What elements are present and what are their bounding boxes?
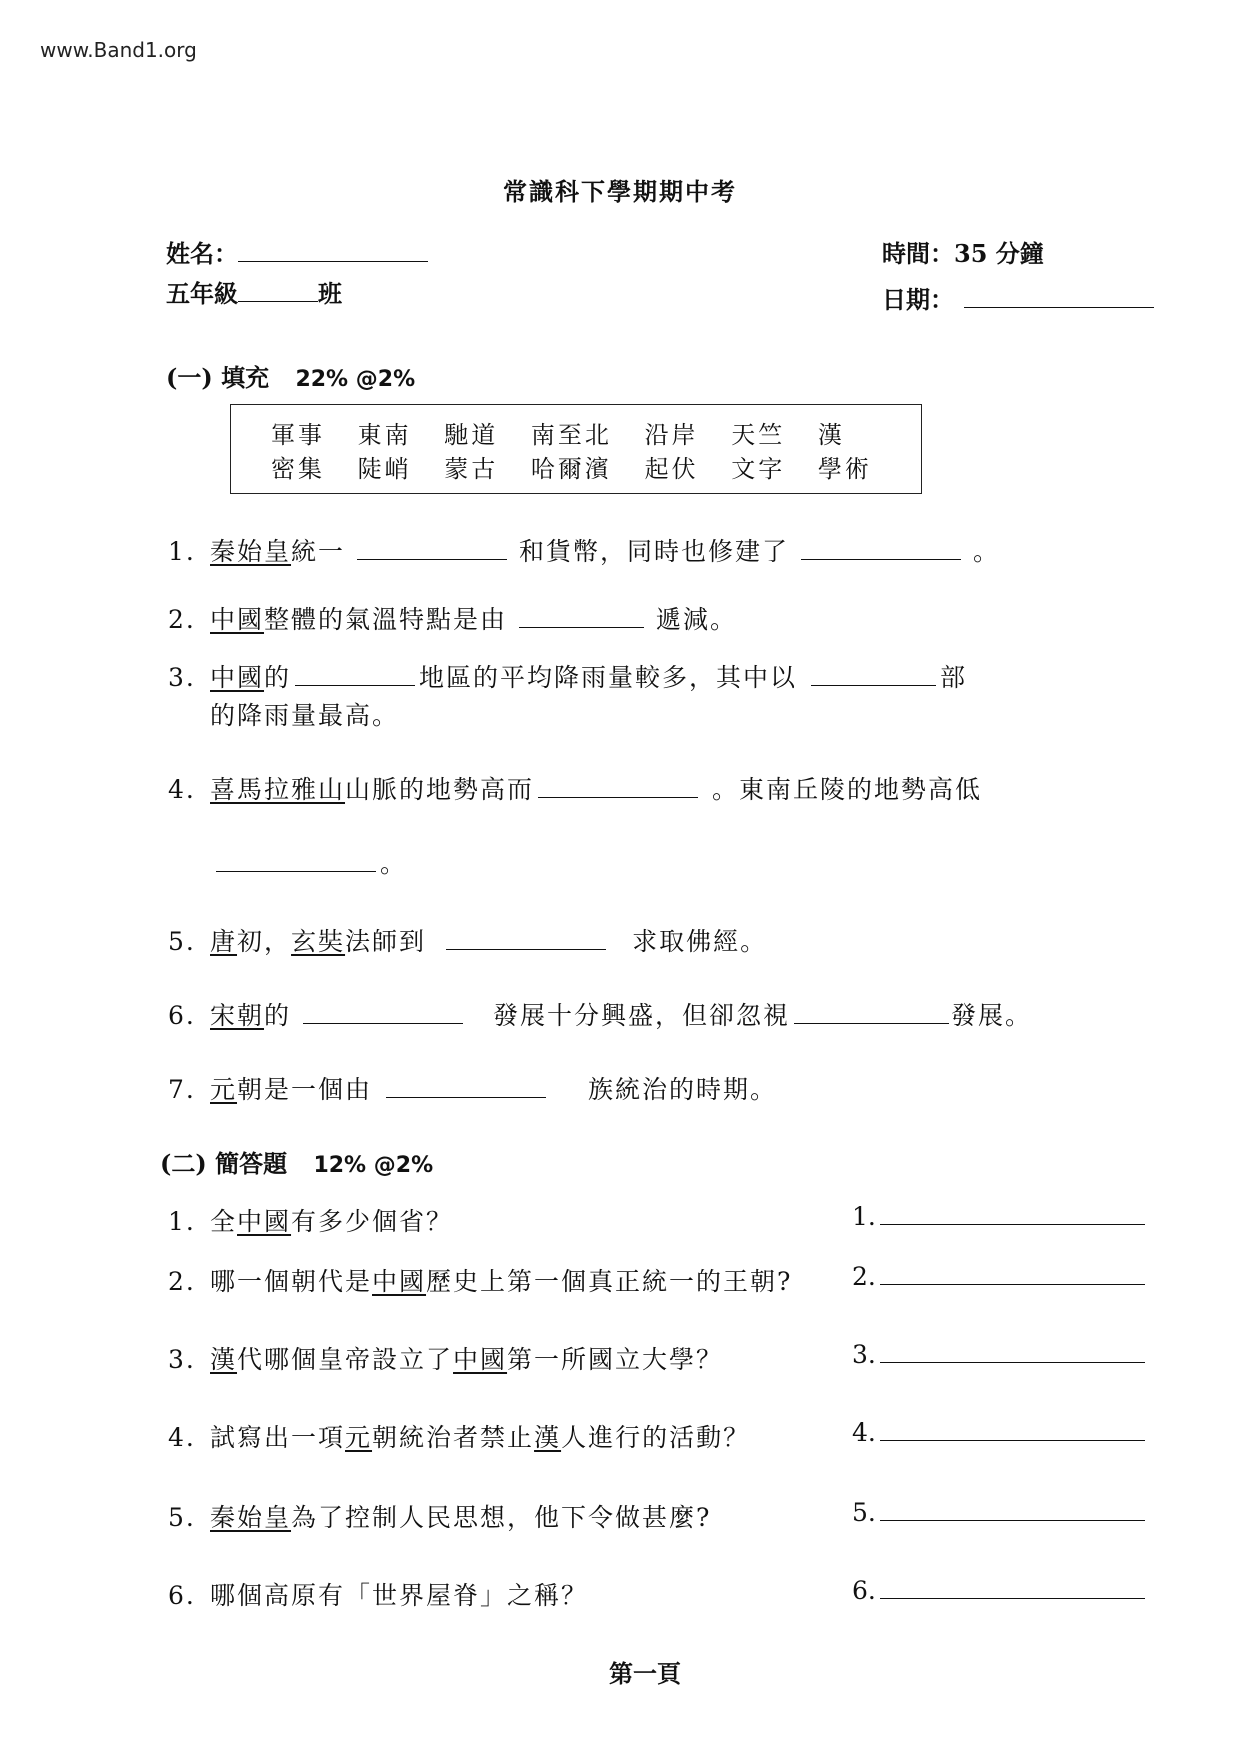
watermark-url: www.Band1.org (40, 38, 197, 62)
answer-blank[interactable] (794, 1022, 949, 1024)
proper-noun: 秦始皇 (210, 1503, 292, 1532)
word-bank-item: 東南 (357, 421, 412, 449)
short-question-1 (168, 1202, 453, 1238)
answer-blank[interactable] (295, 684, 415, 686)
answer-line-2 (852, 1262, 1145, 1291)
question-text: 遞減。 (656, 605, 738, 634)
question-number: 3. (168, 663, 196, 692)
proper-noun: 元 (210, 1075, 238, 1104)
question-text: 的 (264, 1001, 292, 1030)
question-text: 族統治的時期。 (588, 1075, 778, 1104)
question-number: 1. (168, 537, 196, 566)
proper-noun: 中國 (210, 605, 265, 634)
answer-line-3 (852, 1340, 1145, 1369)
word-bank-item: 蒙古 (444, 455, 499, 483)
question-text: 試寫出一項 (210, 1423, 346, 1452)
fill-question-3-cont: 的降雨量最高。 (210, 701, 400, 730)
fill-question-2 (168, 600, 737, 636)
question-text: 求取佛經。 (632, 927, 768, 956)
question-number: 6. (168, 1001, 196, 1030)
fill-question-7 (168, 1070, 777, 1106)
word-bank (230, 404, 922, 494)
answer-blank[interactable] (880, 1283, 1145, 1285)
name-label: 姓名： (166, 239, 238, 268)
class-label: 班 (318, 279, 342, 308)
word-bank-item: 起伏 (644, 455, 699, 483)
answer-number: 3. (852, 1340, 876, 1369)
question-text: 和貨幣，同時也修建了 (519, 537, 790, 566)
section1-score: 22% @2% (295, 367, 416, 392)
fill-question-3 (168, 658, 967, 694)
date-field (882, 280, 1154, 315)
page-title: 常識科下學期期中考 (503, 177, 737, 206)
word-bank-item: 密集 (271, 455, 325, 483)
proper-noun: 玄奘 (291, 927, 346, 956)
short-question-4 (168, 1418, 750, 1454)
answer-blank[interactable] (446, 948, 606, 950)
answer-number: 4. (852, 1418, 876, 1447)
answer-blank[interactable] (880, 1361, 1145, 1363)
question-text: 。 (380, 849, 408, 878)
date-label: 日期： (882, 285, 954, 314)
question-text: 人進行的活動？ (561, 1423, 751, 1452)
answer-blank[interactable] (216, 870, 376, 872)
proper-noun: 中國 (237, 1207, 292, 1236)
short-question-5 (168, 1498, 711, 1534)
word-bank-item: 漢 (817, 421, 845, 449)
question-text: 代哪個皇帝設立了 (237, 1345, 454, 1374)
question-text: 法師到 (345, 927, 427, 956)
question-text: 。 (973, 537, 1001, 566)
word-bank-item: 陡峭 (357, 455, 412, 483)
short-question-6 (168, 1576, 588, 1612)
proper-noun: 元 (345, 1423, 373, 1452)
proper-noun: 中國 (453, 1345, 508, 1374)
question-text: 發展。 (951, 1001, 1033, 1030)
question-text: 哪個高原有「世界屋脊」之稱？ (210, 1581, 589, 1610)
answer-blank[interactable] (880, 1597, 1145, 1599)
answer-blank[interactable] (880, 1223, 1145, 1225)
answer-number: 1. (852, 1202, 876, 1231)
question-text: 全 (210, 1207, 238, 1236)
answer-blank[interactable] (386, 1096, 546, 1098)
question-text: 部 (940, 663, 968, 692)
fill-question-4 (168, 770, 982, 806)
question-text: 初， (237, 927, 292, 956)
proper-noun: 喜馬拉雅山 (210, 775, 346, 804)
question-number: 4. (168, 1423, 196, 1452)
question-number: 6. (168, 1581, 196, 1610)
time-label: 時間：35 分鐘 (882, 239, 1044, 268)
proper-noun: 中國 (210, 663, 265, 692)
answer-line-5 (852, 1498, 1145, 1527)
question-text: 哪一個朝代是 (210, 1267, 373, 1296)
question-text: 第一所國立大學？ (507, 1345, 724, 1374)
proper-noun: 漢 (534, 1423, 562, 1452)
question-number: 1. (168, 1207, 196, 1236)
section2-score: 12% @2% (313, 1153, 434, 1178)
question-text: 歷史上第一個真正統一的王朝? (426, 1267, 793, 1296)
answer-line-4 (852, 1418, 1145, 1447)
answer-line-1 (852, 1202, 1145, 1231)
fill-question-1 (168, 532, 1000, 568)
page-number: 第一頁 (609, 1659, 681, 1688)
question-number: 3. (168, 1345, 196, 1374)
fill-question-5 (168, 922, 767, 958)
question-number: 7. (168, 1075, 196, 1104)
answer-blank[interactable] (801, 558, 961, 560)
class-field (166, 274, 342, 309)
question-number: 5. (168, 927, 196, 956)
word-bank-item: 軍事 (271, 421, 325, 449)
fill-question-6 (168, 996, 1032, 1032)
name-blank[interactable] (238, 260, 428, 262)
section2-title: (二) 簡答題 (160, 1149, 288, 1178)
answer-blank[interactable] (303, 1022, 463, 1024)
date-blank[interactable] (964, 306, 1154, 308)
section1-title: (一) 填充 (166, 363, 270, 392)
word-bank-item: 天竺 (731, 421, 786, 449)
proper-noun: 秦始皇 (210, 537, 292, 566)
question-text: 為了控制人民思想，他下令做甚麼? (291, 1503, 712, 1532)
question-text: 朝是一個由 (237, 1075, 373, 1104)
proper-noun: 中國 (372, 1267, 427, 1296)
answer-number: 5. (852, 1498, 876, 1527)
question-text: 朝統治者禁止 (372, 1423, 535, 1452)
answer-blank[interactable] (357, 558, 507, 560)
word-bank-item: 南至北 (530, 421, 612, 449)
section2-heading (160, 1144, 433, 1179)
grade-label: 五年級 (166, 279, 238, 308)
answer-blank[interactable] (880, 1519, 1145, 1521)
question-number: 5. (168, 1503, 196, 1532)
answer-line-6 (852, 1576, 1145, 1605)
answer-blank[interactable] (519, 626, 644, 628)
word-bank-item: 文字 (731, 455, 786, 483)
question-text: 。東南丘陵的地勢高低 (712, 775, 983, 804)
question-text: 發展十分興盛，但卻忽視 (493, 1001, 791, 1030)
word-bank-item: 馳道 (444, 421, 499, 449)
section1-heading (166, 358, 415, 393)
class-blank[interactable] (238, 300, 318, 302)
question-text: 有多少個省？ (291, 1207, 454, 1236)
answer-blank[interactable] (880, 1439, 1145, 1441)
proper-noun: 唐 (210, 927, 238, 956)
short-question-3 (168, 1340, 723, 1376)
proper-noun: 宋朝 (210, 1001, 265, 1030)
question-text: 整體的氣溫特點是由 (264, 605, 508, 634)
question-number: 2. (168, 1267, 196, 1296)
question-text: 統一 (291, 537, 346, 566)
short-question-2 (168, 1262, 792, 1298)
question-number: 2. (168, 605, 196, 634)
question-text: 地區的平均降雨量較多，其中以 (419, 663, 798, 692)
word-bank-row-2 (271, 449, 894, 484)
answer-number: 6. (852, 1576, 876, 1605)
word-bank-row-1 (271, 415, 867, 450)
answer-number: 2. (852, 1262, 876, 1291)
question-number: 4. (168, 775, 196, 804)
word-bank-item: 學術 (817, 455, 872, 483)
question-text: 山脈的地勢高而 (345, 775, 535, 804)
answer-blank[interactable] (538, 796, 698, 798)
name-field (166, 234, 428, 269)
answer-blank[interactable] (811, 684, 936, 686)
question-text: 的 (264, 663, 292, 692)
word-bank-item: 哈爾濱 (530, 455, 612, 483)
word-bank-item: 沿岸 (644, 421, 699, 449)
fill-question-4-cont (216, 844, 407, 880)
proper-noun: 漢 (210, 1345, 238, 1374)
